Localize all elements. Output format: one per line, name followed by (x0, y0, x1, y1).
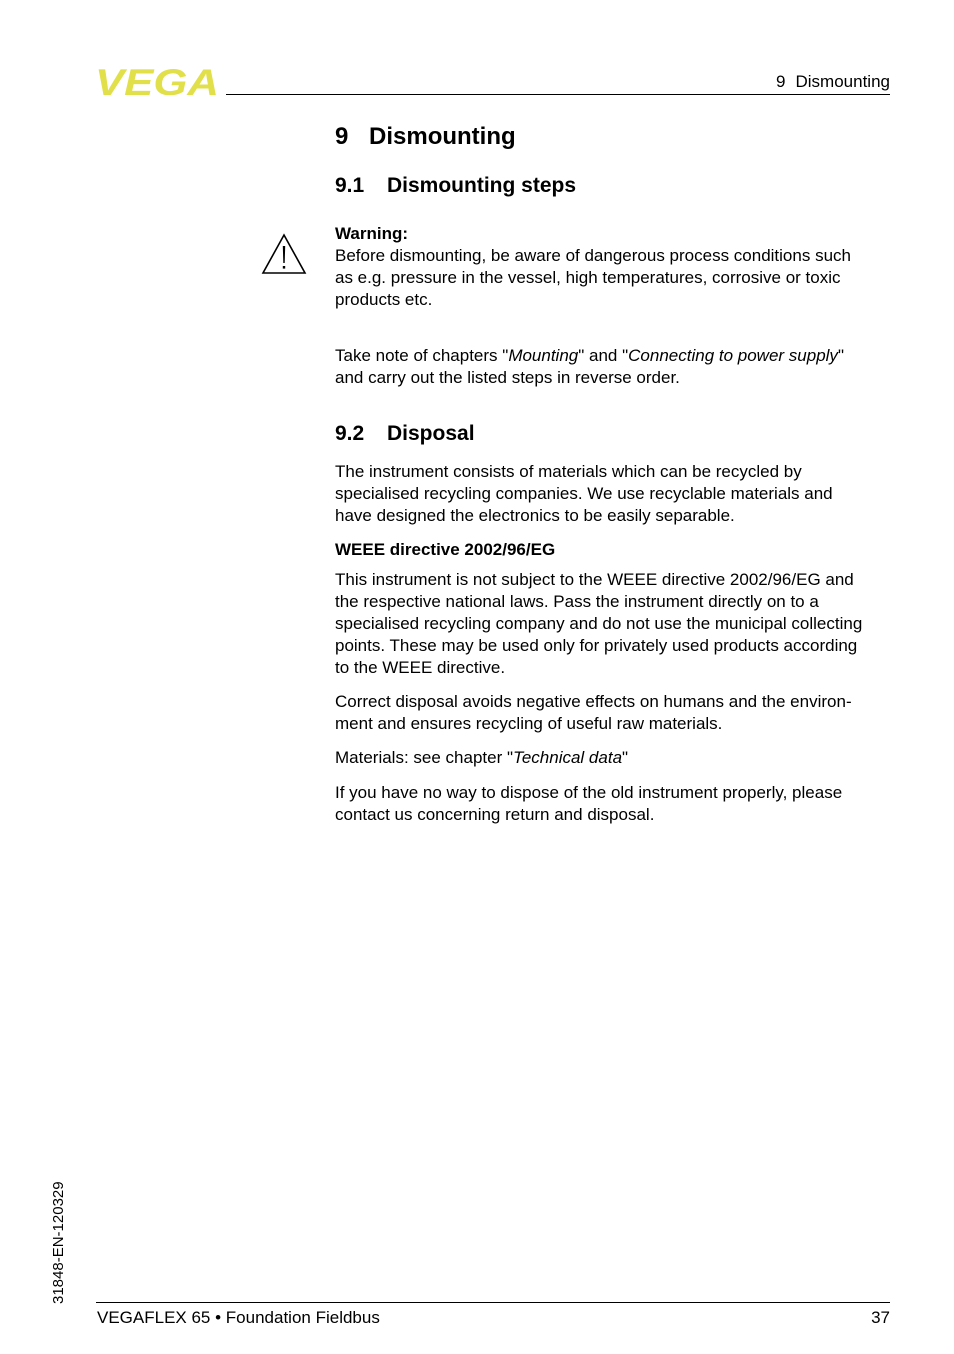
warning-block (335, 223, 895, 311)
chapter-reference-power-supply: Connecting to power supply (628, 346, 838, 365)
svg-text:VEGA: VEGA (95, 64, 219, 98)
paragraph-line: have designed the electronics to be easily separable. (335, 506, 735, 525)
note-paragraph (335, 345, 895, 389)
running-header-title: Dismounting (795, 72, 890, 91)
paragraph-line: specialised recycling companies. We use recyclable materials and (335, 484, 833, 503)
paragraph-line: points. These may be used only for privately used products according (335, 636, 858, 655)
paragraph-line: Correct disposal avoids negative effects on humans and the environ- (335, 692, 852, 711)
chapter-reference-mounting: Mounting (508, 346, 579, 365)
footer-rule (96, 1302, 890, 1303)
weee-heading: WEEE directive 2002/96/EG (335, 540, 556, 559)
warning-line: Before dismounting, be aware of dangerous process conditions such (335, 246, 851, 265)
paragraph-line: If you have no way to dispose of the old instrument properly, please (335, 783, 843, 802)
warning-line: as e.g. pressure in the vessel, high temperatures, corrosive or toxic (335, 268, 841, 287)
materials-paragraph: Materials: see chapter "Technical data" (335, 748, 629, 767)
paragraph-line: the respective national laws. Pass the instrument directly on to a (335, 592, 819, 611)
warning-label: Warning: (335, 224, 409, 243)
page-number: 37 (871, 1308, 890, 1327)
document-id: 31848-EN-120329 (50, 1181, 67, 1304)
chapter-title: 9 Dismounting (335, 123, 516, 150)
vega-logo (95, 64, 221, 98)
header-rule (226, 94, 890, 95)
note-line: and carry out the listed steps in reverse order. (335, 368, 680, 387)
warning-triangle-icon (261, 233, 307, 275)
paragraph-line: ment and ensures recycling of useful raw materials. (335, 714, 723, 733)
paragraph-line: to the WEEE directive. (335, 658, 506, 677)
running-header (776, 72, 890, 92)
correct-disposal-paragraph (335, 691, 895, 735)
disposal-intro-paragraph (335, 461, 895, 527)
paragraph-line: specialised recycling company and do not use the municipal collecting (335, 614, 863, 633)
paragraph-line: contact us concerning return and disposal. (335, 805, 655, 824)
chapter-reference-technical-data: Technical data (513, 748, 623, 767)
paragraph-line: This instrument is not subject to the WEEE directive 2002/96/EG and (335, 570, 854, 589)
paragraph-line: The instrument consists of materials which can be recycled by (335, 462, 802, 481)
return-paragraph (335, 782, 895, 826)
warning-line: products etc. (335, 290, 433, 309)
footer-product: VEGAFLEX 65 • Foundation Fieldbus (97, 1308, 380, 1327)
weee-paragraph (335, 569, 895, 679)
note-line: Take note of chapters "Mounting" and "Connecting to power supply" (335, 346, 844, 365)
section-heading-dismounting-steps: 9.1 Dismounting steps (335, 174, 577, 197)
running-header-number: 9 (776, 72, 786, 91)
section-heading-disposal: 9.2 Disposal (335, 422, 475, 445)
